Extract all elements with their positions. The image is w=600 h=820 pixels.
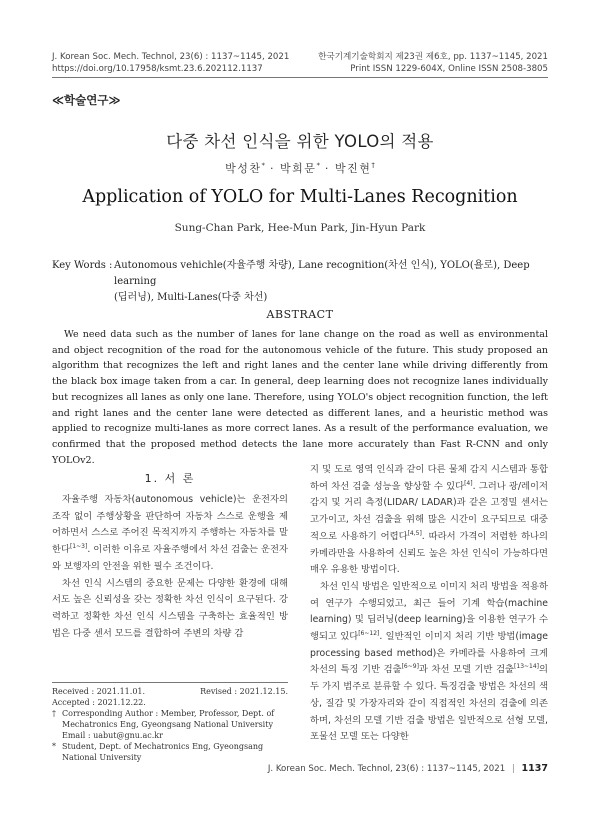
citation-ref: [13~14] [514, 663, 540, 671]
citation-ref: [6~9] [401, 663, 419, 671]
paragraph-text: 과 차선 모델 기반 검출 [418, 664, 515, 676]
student-affiliation: Student, Dept. of Mechatronics Eng, Gyeongsang National University [62, 742, 264, 762]
paragraph [52, 492, 288, 576]
author-separator: · [319, 162, 335, 175]
revised-date: Revised : 2021.12.15. [200, 687, 288, 696]
footnotes [52, 686, 288, 763]
footnote-mark: † [52, 709, 56, 718]
issn-info: Print ISSN 1229-604X, Online ISSN 2508-3805 [350, 64, 548, 74]
citation-ref: [4,5] [407, 529, 422, 537]
title-english: Application of YOLO for Multi-Lanes Recognition [82, 187, 518, 207]
paragraph-text: 지 및 도로 영역 인식과 같이 다른 물체 감지 시스템과 통합하여 차선 검출 성능을 향상할 수 있다 [310, 464, 548, 492]
paragraph-text: . 이러한 이유로 자율주행에서 차선 검출는 운전자와 보행자의 안전을 위한 필수 조건이다. [52, 544, 288, 572]
page-footer [268, 763, 548, 774]
author-name: 박진현 [334, 162, 372, 175]
paragraph: 차선 인식 시스템의 중요한 문제는 다양한 환경에 대해서도 높은 신뢰성을 갖는 정확한 차선 인식이 요구된다. 강력하고 정확한 차선 인식 시스템을 구축하는 효율적인 방법은 다중 센서 모드를 결합하여 주변의 차량 감 [52, 577, 288, 639]
author-email: Email : uabut@gnu.ac.kr [62, 731, 163, 740]
authors-english: Sung-Chan Park, Hee-Mun Park, Jin-Hyun Park [174, 222, 426, 234]
corresponding-author: Corresponding Author : Member, Professor, Dept. of Mechatronics Eng, Gyeongsang National University [62, 709, 275, 729]
received-date: Received : 2021.11.01. [52, 687, 146, 696]
section-heading-introduction: 1. 서 론 [144, 472, 196, 485]
keywords-line: (딥러닝), Multi-Lanes(다중 차선) [114, 292, 268, 303]
author-name: 박성찬 [225, 162, 262, 175]
abstract-body [52, 327, 548, 468]
keywords-block [52, 258, 548, 306]
doi-link[interactable]: https://doi.org/10.17958/ksmt.23.6.202112.1137 [52, 64, 263, 74]
footnote-mark: * [52, 742, 56, 751]
journal-citation-ko: 한국기계기술학회지 제23권 제6호, pp. 1137~1145, 2021 [318, 52, 548, 62]
paragraph [310, 579, 548, 746]
accepted-date: Accepted : 2021.12.22. [52, 698, 146, 707]
abstract-heading: ABSTRACT [266, 308, 334, 321]
paragraph [310, 462, 548, 579]
journal-citation: J. Korean Soc. Mech. Technol, 23(6) : 1137~1145, 2021 [52, 52, 290, 62]
citation-ref: [6~12] [358, 629, 380, 637]
header-rule [52, 77, 548, 78]
footer-separator: | [511, 764, 515, 774]
citation-ref: [4] [464, 479, 473, 487]
abstract-text: We need data such as the number of lanes for lane change on the road as well as environmental and object recognition of the road for the autonomous vehicle of the future. This study proposed an algorithm that recognizes the left and right lanes and the center lane while driving differently from the black box image taken from a car. In general, deep learning does not recognize lanes individually but recognizes all lanes as only one lane. Therefore, using YOLO's object recognition function, the left and right lanes and the center lane were detected as different lanes, and a heuristic method was applied to recognize multi-lanes as more correct lanes. As a result of the performance evaluation, we confirmed that the proposed method detects the lane more accurately than Fast R-CNN and only YOLOv2. [52, 329, 548, 466]
paragraph-text: 의 두 가지 범주로 분류할 수 있다. 특징검출 방법은 차선의 색상, 질감 및 가장자리와 같이 직접적인 차선의 검출에 의존하며, 차선의 모델 기반 검출 방법은 일반적으로 선형 모델, 포물선 모델 또는 다양한 [310, 664, 548, 743]
citation-ref: [1~3] [69, 543, 88, 551]
paragraph-text: . 일반적인 이미지 처리 기반 방법(image processing based method)은 카메라를 사용하여 크게 차선의 특징 기반 검출 [310, 631, 549, 676]
footnote-rule [52, 682, 288, 683]
title-korean: 다중 차선 인식을 위한 YOLO의 적용 [166, 132, 434, 151]
page-number: 1137 [521, 763, 548, 774]
paragraph-text: . 그러나 광/레이저 감지 및 거리 측정(LIDAR/ LADAR)과 같은 고정밀 센서는 고가이고, 차선 검출을 위해 많은 시간이 요구되므로 대중적으로 사용하기 어렵다 [310, 480, 548, 542]
author-mark: * [316, 161, 320, 170]
article-type-label: ≪학술연구≫ [52, 93, 121, 107]
keywords-line: Autonomous vehichle(자율주행 차량), Lane recognition(차선 인식), YOLO(욜로), Deep learning [114, 260, 530, 287]
author-name: 박희문 [280, 162, 317, 175]
author-mark: * [261, 161, 266, 170]
author-separator: · [265, 162, 281, 175]
intro-right-column [310, 462, 548, 746]
keywords-label: Key Words : [52, 260, 113, 271]
intro-left-column [52, 492, 288, 642]
paragraph-text: . 따라서 가격이 저렴한 하나의 카메라만을 사용하여 신뢰도 높은 차선 인식이 가능하다면 매우 유용한 방법이다. [310, 530, 549, 576]
author-mark: † [371, 161, 375, 170]
authors-korean [0, 160, 600, 176]
footer-citation: J. Korean Soc. Mech. Technol, 23(6) : 1137~1145, 2021 [267, 764, 506, 774]
paragraph-text: 차선 인식 방법은 일반적으로 이미지 처리 방법을 적용하여 연구가 수행되었고, 최근 들어 기계 학습(machine learning) 및 딥러닝(deep learning)을 이용한 연구가 수행되고 있다 [310, 580, 548, 643]
paragraph-text: 자율주행 자동차(autonomous vehicle)는 운전자의 조작 없이 주행상황을 판단하여 자동차 스스로 운행을 제어하면서 스스로 주어진 목적지까지 주행하는 자동차를 말한다 [52, 494, 288, 556]
